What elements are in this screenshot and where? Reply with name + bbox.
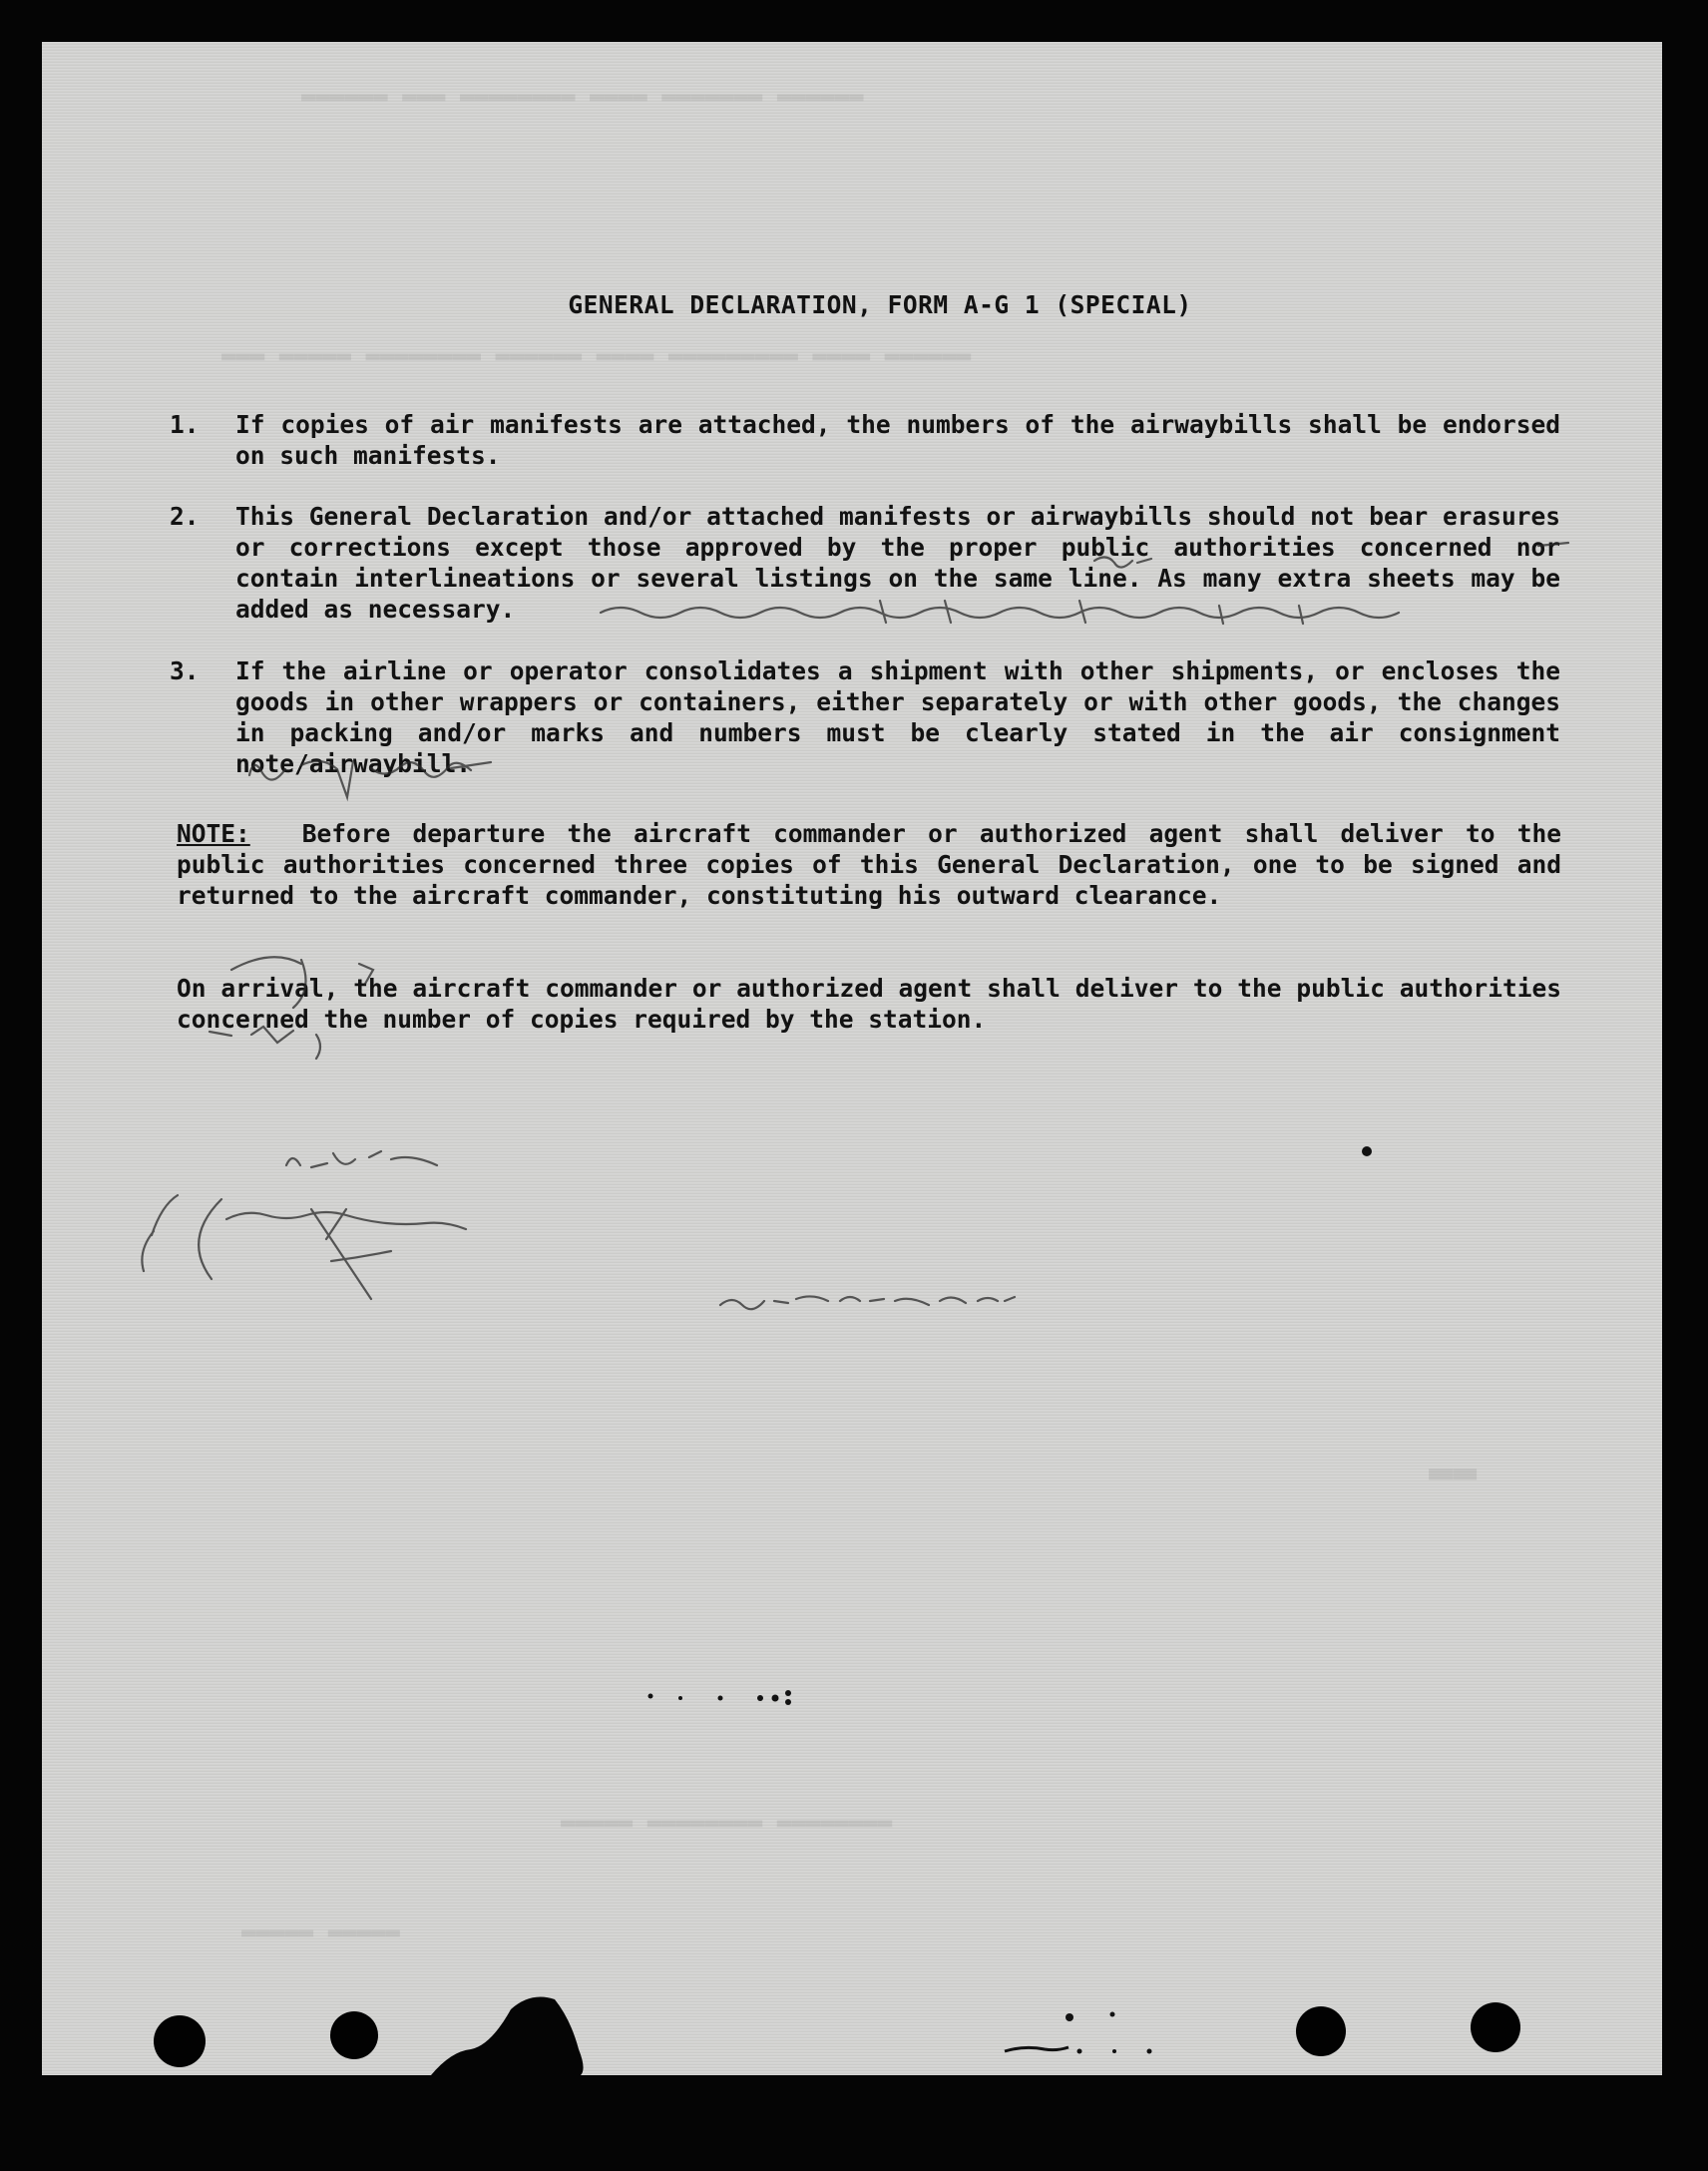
item-text: This General Declaration and/or attached manifests or airwaybills should not bear erasures or corrections except those approved by the proper public authorities concerned nor contain interlineations or several listings on the same line. As many extra sheets may be added as necessary. — [235, 502, 1560, 624]
note-text: Before departure the aircraft commander or authorized agent shall deliver to the public authorities concerned three copies of this General Declaration, one to be signed and returned to the aircraft commander, constituting his outward clearance. — [177, 819, 1561, 910]
item-text: If copies of air manifests are attached, the numbers of the airwaybills shall be endorsed on such manifests. — [235, 410, 1560, 470]
item-number: 1. — [170, 410, 200, 439]
bleed-through-text: ▬▬▬▬▬▬ ▬▬▬ ▬▬▬▬▬▬▬▬ ▬▬▬▬ ▬▬▬▬▬▬▬ ▬▬▬▬▬▬ — [301, 82, 864, 110]
bleed-through-text: ▬▬▬▬▬ ▬▬▬▬▬▬▬▬ ▬▬▬▬▬▬▬▬ — [561, 1808, 893, 1836]
arrival-paragraph: On arrival, the aircraft commander or authorized agent shall deliver to the public authorities concerned the number of copies required by the station. — [177, 974, 1561, 1034]
item-text: If the airline or operator consolidates a shipment with other shipments, or encloses the goods in other wrappers or containers, either separately or with other goods, the changes in packing and/or marks and numbers must be clearly stated in the air consignment note/airwaybill. — [235, 656, 1560, 778]
handwritten-marks — [42, 42, 1662, 2075]
note-label: NOTE: — [177, 819, 250, 848]
document-page — [42, 42, 1662, 2075]
bleed-through-text: ▬▬▬ ▬▬▬▬▬ ▬▬▬▬▬▬▬▬ ▬▬▬▬▬▬ ▬▬▬▬ ▬▬▬▬▬▬▬▬▬ ▬▬▬▬ ▬▬▬▬▬▬ — [221, 341, 972, 369]
item-number: 2. — [170, 502, 200, 531]
bleed-through-text: ▬▬▬▬▬ ▬▬▬▬▬ — [241, 1918, 400, 1946]
item-number: 3. — [170, 656, 200, 685]
bleed-through-text: ▬▬ — [1429, 1449, 1478, 1495]
document-title: GENERAL DECLARATION, FORM A-G 1 (SPECIAL) — [568, 290, 1192, 319]
